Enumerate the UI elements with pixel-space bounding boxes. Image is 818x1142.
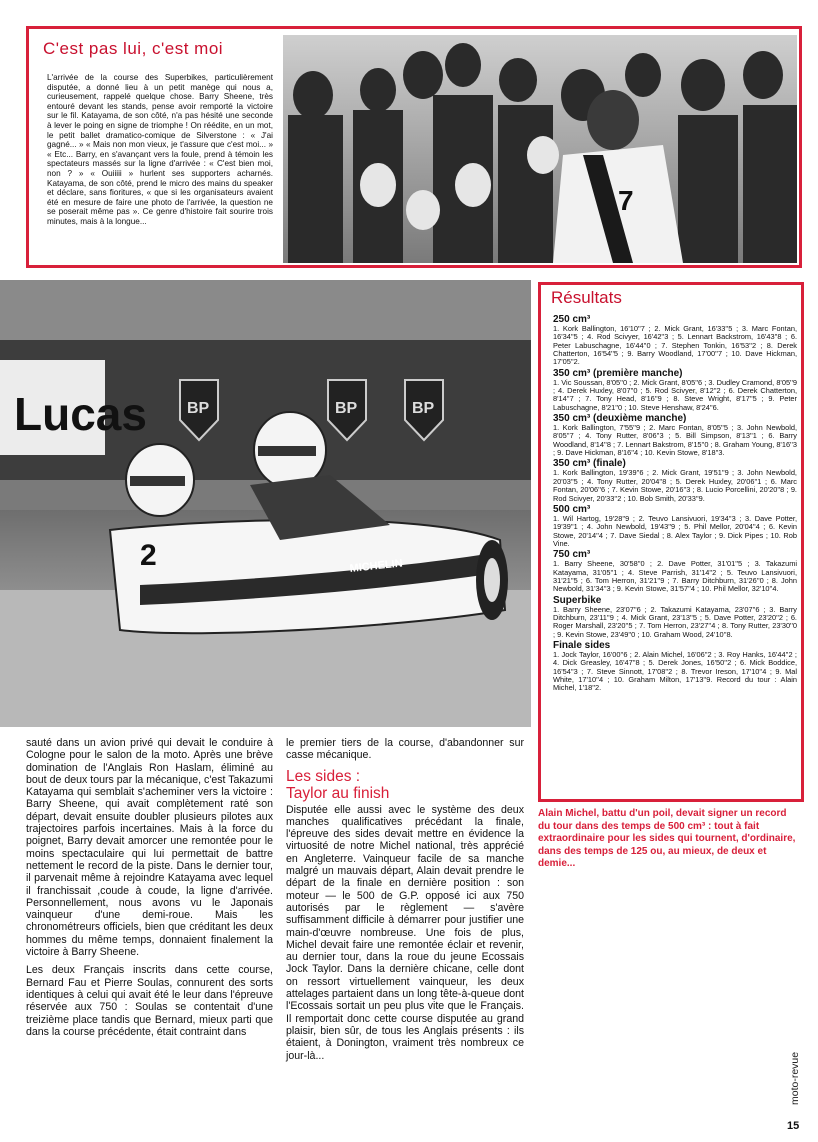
results-class-rows: 1. Kork Ballington, 16'10''7 ; 2. Mick Grant, 16'33''5 ; 3. Marc Fontan, 16'34''5 ; 4. Rod Scivyer, 16'42''3 ; 5. Lennart Backstrom, 16'43''8 ; 6. Peter Labuschagne, 16'44''0 ; 7. Stephen Tonkin, 16'53''2 ; 8. Derek Chatterton, 16'54''5 ; 9. Barry Woodland, 17'00''7 ; 10. Dave Hickman, 17'05''2.: [553, 324, 797, 367]
sidebar-box: [26, 26, 802, 268]
section-heading-line-2: Taylor au finish: [286, 784, 390, 802]
section-heading: [286, 768, 524, 802]
magazine-name-text: moto-revue: [789, 1051, 801, 1105]
michelin-text: MICHELIN: [349, 557, 404, 575]
results-class-heading: 750 cm³: [553, 549, 591, 561]
sidecar-number: 2: [140, 539, 157, 572]
crowd-photo: [283, 35, 797, 263]
results-class-heading: Finale sides: [553, 639, 611, 651]
results-class-rows: 1. Jock Taylor, 16'00''6 ; 2. Alain Michel, 16'06''2 ; 3. Roy Hanks, 16'44''2 ; 4. Dick Greasley, 16'47''8 ; 5. Derek Jones, 16'50''2 ; 6. Mick Boddice, 16'54''3 ; 7. Steve Sinnott, 17'08''2 ; 8. Trevor Ireson, 17'10''4 ; 9. Mal White, 17'10''4 ; 10. Graham Milton, 17'13''9. Record du tour : Alain Michel, 1'18''2.: [553, 649, 797, 693]
sidebar-text: L'arrivée de la course des Superbikes, particulièrement disputée, a donné lieu à un petit manège qui nous a, curieusement, rappelé quelque chose. Barry Sheene, très entouré devant les stands, pense avoir remporté la victoire sur le fil. Katayama, de son côté, n'a pas hésité une seconde à lever le poing en signe de triomphe ! On réédite, en un mot, le petit ballet dramatico-comique de Silverstone : « J'ai gagné... » « Mais non mon vieux, je t'assure que c'est moi... » « Etc... Barry, en s'avançant vers la foule, prend à témoin les spectateurs massés sur la ligne d'arrivée : « C'est bien moi, non ? » « Ouiiiii » hurlent ses supporters acharnés. Katayama, de son côté, prend le micro des mains du speaker et déclare, sans fioritures, « que si les organisateurs avaient été en mesure de faire une photo de l'arrivée, la question ne se poserait même pas ». Ce genre d'histoire fait sourire trois minutes, mais à la longue...: [47, 73, 273, 226]
results-class-rows: 1. Kork Ballington, 19'39''6 ; 2. Mick Grant, 19'51''9 ; 3. John Newbold, 20'03''5 ; 4. Tony Rutter, 20'04''8 ; 5. Derek Huxley, 20'06''1 ; 6. Marc Fontan, 20'06''6 ; 7. Kevin Stowe, 20'16''3 ; 8. Lucio Porcellini, 20'20''8 ; 9. Rod Scivyer, 20'33''2 ; 10. Bob Smith, 20'33''9.: [553, 468, 797, 503]
sidecar-race-photo: [0, 280, 531, 727]
sidebar-title: C'est pas lui, c'est moi: [43, 39, 224, 58]
results-class-heading: 350 cm³ (première manche): [553, 367, 683, 379]
results-class-rows: 1. Wil Hartog, 19'28''9 ; 2. Teuvo Lansivuori, 19'34''3 ; 3. Dave Potter, 19'39''1 ; 4. John Newbold, 19'43''9 ; 5. Phil Mellor, 20'04''4 ; 6. Kevin Stowe, 20'14''4 ; 7. Dave Siedal ; 8. Alex Taylor ; 9. Dick Pipes ; 10. Rob Vine.: [553, 513, 797, 548]
magazine-name: [780, 1034, 804, 1114]
results-class-heading: Superbike: [553, 594, 602, 606]
results-class-rows: 1. Barry Sheene, 30'58''0 ; 2. Dave Potter, 31'01''5 ; 3. Takazumi Katayama, 31'05''1 ; 4. Steve Parrish, 31'14''2 ; 5. Teuvo Lansivuori, 31'21''5 ; 6. Tom Herron, 31'21''9 ; 7. Barry Ditchburn, 31'26''0 ; 8. John Newbold, 31'34''3 ; 9. Kevin Stowe, 31'57''4 ; 10. Phil Mellor, 32'10''4.: [553, 559, 797, 594]
results-class-rows: 1. Kork Ballington, 7'55''9 ; 2. Marc Fontan, 8'05''5 ; 3. John Newbold, 8'05''7 ; 4. Tony Rutter, 8'06''3 ; 5. Bill Simpson, 8'13''1 ; 6. Barry Woodland, 8'14''8 ; 7. Lennart Bakstrom, 8'15''0 ; 8. Graham Young, 8'16''3 ; 9. Dave Hickman, 8'16''4 ; 10. Kevin Stowe, 8'18''3.: [553, 423, 797, 458]
results-body: [553, 313, 797, 693]
results-class-heading: 350 cm³ (finale): [553, 458, 626, 470]
article-paragraph: Disputée elle aussi avec le système des deux manches qualificatives précédant la finale, l'épreuve des sides devait mettre en évidence la virtuosité de notre Michel national, très apprécié en Angleterre. Vainqueur facile de sa manche malgré un mauvais départ, Alain devait prendre le départ de la finale en dernière position : son moteur — le 500 de G.P. opposé ici aux 750 autorisés par le règlement — s'avère suffisamment difficile à démarrer pour justifier une main-d'œuvre nombreuse. Une fois de plus, Michel devait faire une remontée éclair et revenir, au dernier tour, dans la roue du jeune Ecossais Jock Taylor. Dans la dernière chicane, celle dont on ressort virtuellement vainqueur, les deux attelages partaient dans un long tête-à-queue dont l'Ecossais sortait un peu plus vite que le Français. Il remportait donc cette course disputée au grand plaisir, bien sûr, de tous les Anglais présents : ils étaient, à Donington, vraiment très nombreux ce jour-là...: [286, 803, 524, 1062]
results-class-heading: 500 cm³: [553, 503, 591, 515]
results-class-heading: 250 cm³: [553, 314, 591, 325]
article-paragraph: sauté dans un avion privé qui devait le conduire à Cologne pour le salon de la moto. Après une brève domination de l'Anglais Ron Haslam, éliminé au bout de deux tours par la mécanique, c'est Takazumi Katayama qui semblait s'acheminer vers la victoire : Barry Sheene, qui avait complètement raté son départ, devait ensuite doubler plusieurs pilotes aux trajectoires parfois incertaines. Mais à la force du poignet, Barry devait amorcer une remontée pour le moins spectaculaire qui lui permettait de battre nettement le record de la piste. Dans le dernier tour, il parvenait même à rejoindre Katayama avec lequel il franchissait ,coude à coude, la ligne d'arrivée. Personnellement, nous avons vu le Japonais vainqueur d'une demi-roue. Mais les chronométreurs officiels, bien que créditant les deux hommes du même temps, donnaient finalement la victoire à Barry Sheene.: [26, 737, 273, 959]
results-box: [538, 282, 804, 802]
results-class-heading: 350 cm³ (deuxième manche): [553, 413, 687, 425]
bp-sign-2: BP: [335, 400, 358, 417]
results-class-rows: 1. Barry Sheene, 23'07''6 ; 2. Takazumi Katayama, 23'07''6 ; 3. Barry Ditchburn, 23'11''9 ; 4. Mick Grant, 23'13''5 ; 5. Dave Potter, 23'20''2 ; 6. Roger Marshall, 23'20''5 ; 7. Tom Herron, 23'27''4 ; 8. Tony Rutter, 23'30''0 ; 9. Kevin Stowe, 23'49''0 ; 10. Graham Wood, 24'10''8.: [553, 604, 797, 639]
bp-sign-3: BP: [412, 400, 435, 417]
section-heading-line-1: Les sides :: [286, 767, 361, 785]
results-title: Résultats: [551, 288, 622, 307]
svg-text:7: 7: [618, 185, 634, 216]
photo-caption: Alain Michel, battu d'un poil, devait signer un record du tour dans des temps de 500 cm³ : tout à fait extraordinaire pour les sides qui tournent, d'ordinaire, dans des temps de 125 ou, au mieux, de deux et demie...: [538, 808, 796, 869]
article-column-2: [286, 737, 524, 1068]
article-paragraph: Les deux Français inscrits dans cette course, Bernard Fau et Pierre Soulas, connurent des sorts identiques à celui qui avait été le leur dans l'épreuve réservée aux 750 : Soulas se contentait d'une treizième place tandis que Bernard, mieux parti que dans la course précédente, était contraint dans: [26, 964, 273, 1038]
lucas-text: Lucas: [14, 388, 147, 440]
page-number: 15: [787, 1120, 800, 1132]
results-class-rows: 1. Vic Soussan, 8'05''0 ; 2. Mick Grant, 8'05''6 ; 3. Dudley Cramond, 8'05''9 ; 4. Derek Huxley, 8'07''0 ; 5. Rod Scivyer, 8'12''2 ; 6. Derek Chatterton, 8'14''7 ; 7. Tony Head, 8'16''9 ; 8. Steve Wright, 8'17''5 ; 9. Peter Labuschagne, 8'21''0 ; 10. Steve Henshaw, 8'24''6.: [553, 377, 797, 412]
bp-sign-1: BP: [187, 400, 210, 417]
article-column-1: [26, 737, 273, 1044]
article-paragraph: le premier tiers de la course, d'abandonner sur casse mécanique.: [286, 737, 524, 762]
